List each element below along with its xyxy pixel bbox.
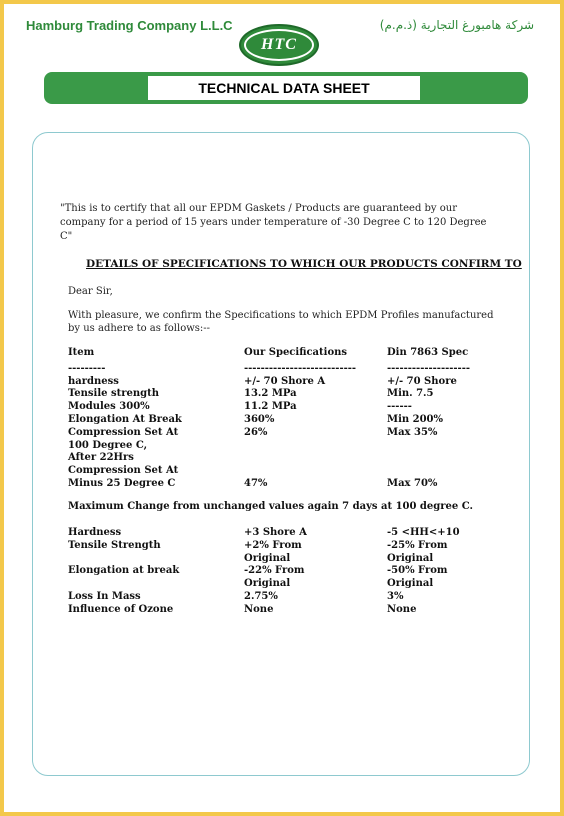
spec-table-separator: [68, 363, 507, 376]
table-row: [68, 527, 507, 540]
table-cell: Original: [244, 552, 291, 564]
page-title: TECHNICAL DATA SHEET: [148, 76, 420, 100]
table-cell: 47%: [244, 477, 268, 489]
table-cell: 100 Degree C,: [68, 439, 148, 451]
change-note: Maximum Change from unchanged values again 7 days at 100 degree C.: [68, 501, 474, 512]
table-cell: ------: [387, 401, 412, 413]
table-cell: Min. 7.5: [387, 388, 434, 400]
spec-table-header: [68, 347, 507, 360]
table-cell: Modules 300%: [68, 401, 150, 413]
table-cell: [68, 578, 244, 591]
table-row: [68, 540, 507, 553]
table-cell: [244, 465, 387, 478]
table-cell: +2% From: [244, 539, 302, 551]
table-row: [68, 604, 507, 617]
htc-logo: [239, 24, 319, 66]
table-cell: +3 Shore A: [244, 527, 307, 538]
table-row: [68, 578, 507, 591]
company-name-ar: شركة هامبورغ التجارية (ذ.م.م): [379, 18, 534, 32]
section-heading: DETAILS OF SPECIFICATIONS TO WHICH OUR PRODUCTS CONFIRM TO: [86, 258, 522, 270]
table-row: [68, 565, 507, 578]
table-cell: [387, 465, 507, 478]
table-cell: 13.2 MPa: [244, 388, 297, 400]
table-cell: Hardness: [68, 527, 122, 538]
table-cell: Tensile Strength: [68, 539, 161, 551]
table-cell: -50% From: [387, 565, 448, 577]
logo-text: HTC: [244, 29, 314, 61]
column-header-item: Item: [68, 347, 95, 358]
table-cell: +/- 70 Shore: [387, 375, 457, 387]
column-header-our-spec: Our Specifications: [244, 347, 348, 358]
table-row: [68, 427, 507, 440]
separator-cell: ---------: [68, 362, 106, 374]
table-cell: 11.2 MPa: [244, 401, 297, 413]
table-row: [68, 401, 507, 414]
spec-table: [68, 347, 507, 491]
table-row: [68, 452, 507, 465]
table-cell: -5 <HH<+10: [387, 527, 460, 538]
title-banner: [44, 72, 528, 104]
table-cell: 360%: [244, 413, 275, 425]
table-cell: [244, 440, 387, 453]
table-cell: Original: [244, 578, 291, 590]
certification-text: "This is to certify that all our EPDM Gaskets / Products are guaranteed by our company for a period of 15 years under temperature of -30 Degree C to 120 Degree C": [60, 203, 487, 242]
table-cell: -25% From: [387, 539, 448, 551]
table-cell: Max 35%: [387, 426, 438, 438]
table-cell: Tensile strength: [68, 388, 160, 400]
intro-text: With pleasure, we confirm the Specifications to which EPDM Profiles manufactured by us adhere to as follows:--: [68, 310, 494, 334]
table-cell: Elongation At Break: [68, 413, 182, 425]
column-header-din-spec: Din 7863 Spec: [387, 347, 469, 358]
table-cell: 2.75%: [244, 590, 278, 602]
table-row: [68, 553, 507, 566]
table-row: [68, 465, 507, 478]
table-cell: Loss In Mass: [68, 590, 141, 602]
table-cell: [68, 553, 244, 566]
table-cell: 3%: [387, 590, 404, 602]
table-cell: None: [387, 603, 417, 615]
table-cell: Compression Set At: [68, 465, 179, 477]
table-cell: [244, 452, 387, 465]
table-cell: 26%: [244, 426, 268, 438]
table-row: [68, 478, 507, 491]
table-cell: Compression Set At: [68, 426, 179, 438]
table-cell: Elongation at break: [68, 565, 180, 577]
table-cell: [387, 452, 507, 465]
salutation: Dear Sir,: [68, 286, 113, 297]
table-cell: Influence of Ozone: [68, 603, 174, 615]
change-table: [68, 527, 507, 617]
table-cell: hardness: [68, 375, 119, 387]
table-cell: Minus 25 Degree C: [68, 477, 176, 489]
table-cell: [387, 440, 507, 453]
table-row: [68, 414, 507, 427]
table-cell: After 22Hrs: [68, 452, 134, 464]
table-cell: Original: [387, 552, 434, 564]
table-row: [68, 388, 507, 401]
table-cell: None: [244, 603, 274, 615]
table-cell: Original: [387, 578, 434, 590]
table-row: [68, 591, 507, 604]
table-row: [68, 440, 507, 453]
separator-cell: ---------------------------: [244, 362, 357, 374]
table-cell: -22% From: [244, 565, 305, 577]
table-cell: Max 70%: [387, 477, 438, 489]
table-cell: Min 200%: [387, 413, 443, 425]
company-name-en: Hamburg Trading Company L.L.C: [26, 18, 233, 33]
separator-cell: --------------------: [387, 362, 471, 374]
table-row: [68, 376, 507, 389]
table-cell: +/- 70 Shore A: [244, 375, 326, 387]
